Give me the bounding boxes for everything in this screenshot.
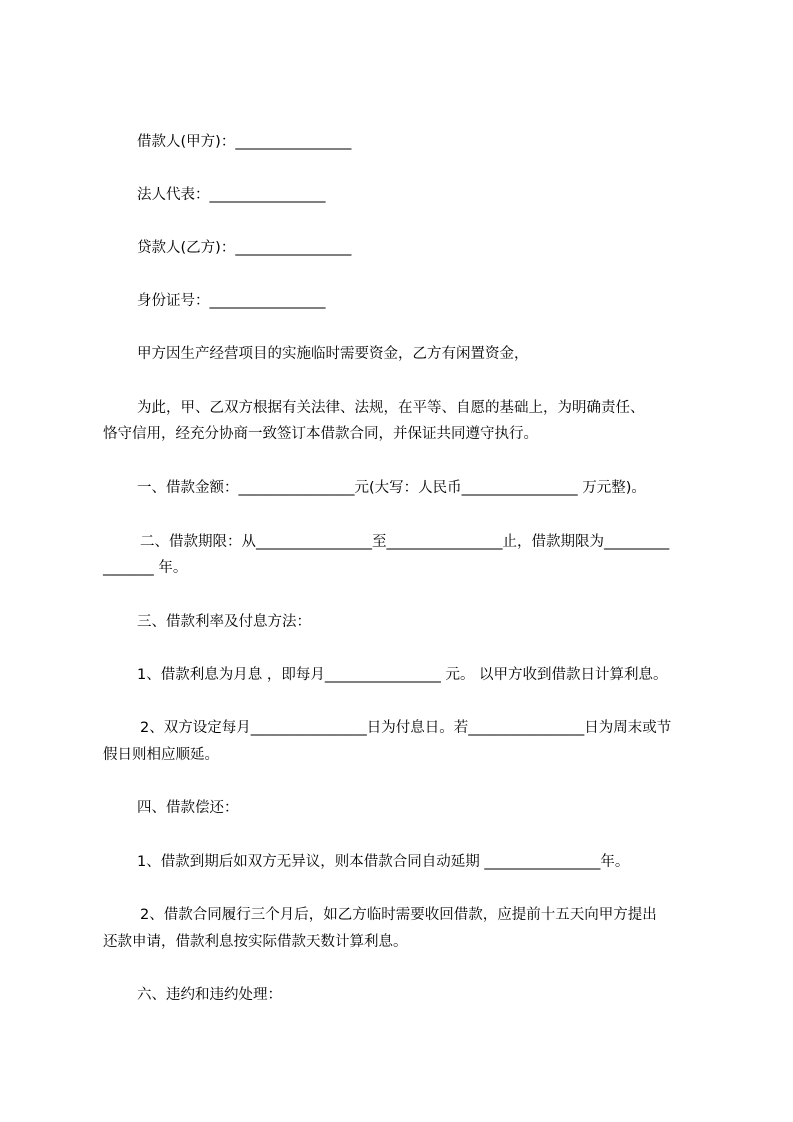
repayment-heading: [137, 799, 793, 817]
lender-line: [137, 239, 793, 257]
id-number-line: [137, 292, 793, 310]
interest-clause-2-text-2: 假日则相应顺延。: [103, 747, 219, 763]
interest-clause-1-text: 1、借款利息为月息 ，即每月________________ 元。 以甲方收到借款日计算利息。: [137, 667, 668, 683]
interest-clause-1: [137, 666, 793, 684]
interest-clause-2-line-1: [140, 719, 793, 737]
repayment-clause-2-text-1: 2、借款合同履行三个月后，如乙方临时需要收回借款，应提前十五天向甲方提出: [140, 907, 657, 923]
loan-term-line-2: [103, 559, 793, 577]
loan-term-text-2: _______ 年。: [103, 560, 188, 576]
legal-rep-line: [137, 186, 793, 204]
repayment-clause-1-text: 1、借款到期后如双方无异议，则本借款合同自动延期 ________________年。: [137, 854, 630, 870]
interest-clause-2-text-1: 2、双方设定每月________________日为付息日。若________________日为周末或节: [140, 720, 672, 736]
purpose-line-2: [103, 425, 793, 443]
id-number-text: 身份证号：________________: [137, 293, 326, 309]
lender-text: 贷款人(乙方)：________________: [137, 240, 352, 256]
repayment-clause-2-line-2: [103, 933, 793, 951]
default-heading-text: 六、违约和违约处理：: [137, 987, 282, 1003]
purpose-text-1: 为此，甲、乙双方根据有关法律、法规，在平等、自愿的基础上，为明确责任、: [137, 400, 645, 416]
legal-rep-text: 法人代表：________________: [137, 187, 326, 203]
loan-term-line-1: [140, 533, 793, 551]
repayment-clause-2-line-1: [140, 906, 793, 924]
loan-amount-text: 一、借款金额：________________元(大写：人民币________________ 万元整)。: [137, 480, 646, 496]
loan-amount-line: [137, 479, 793, 497]
preamble-text: 甲方因生产经营项目的实施临时需要资金，乙方有闲置资金，: [137, 346, 529, 362]
repayment-heading-text: 四、借款偿还：: [137, 800, 239, 816]
interest-heading-text: 三、借款利率及付息方法：: [137, 614, 311, 630]
interest-clause-2-line-2: [103, 746, 793, 764]
borrower-line: [137, 133, 793, 151]
preamble-line: [137, 345, 793, 363]
interest-heading: [137, 613, 793, 631]
borrower-text: 借款人(甲方)：________________: [137, 134, 352, 150]
repayment-clause-2-text-2: 还款申请，借款利息按实际借款天数计算利息。: [103, 934, 408, 950]
purpose-text-2: 恪守信用，经充分协商一致签订本借款合同，并保证共同遵守执行。: [103, 426, 538, 442]
repayment-clause-1: [137, 853, 793, 871]
default-heading: [137, 986, 793, 1004]
loan-term-text-1: 二、借款期限：从________________至________________止，借款期限为_________: [140, 534, 670, 550]
purpose-line-1: [137, 399, 793, 417]
